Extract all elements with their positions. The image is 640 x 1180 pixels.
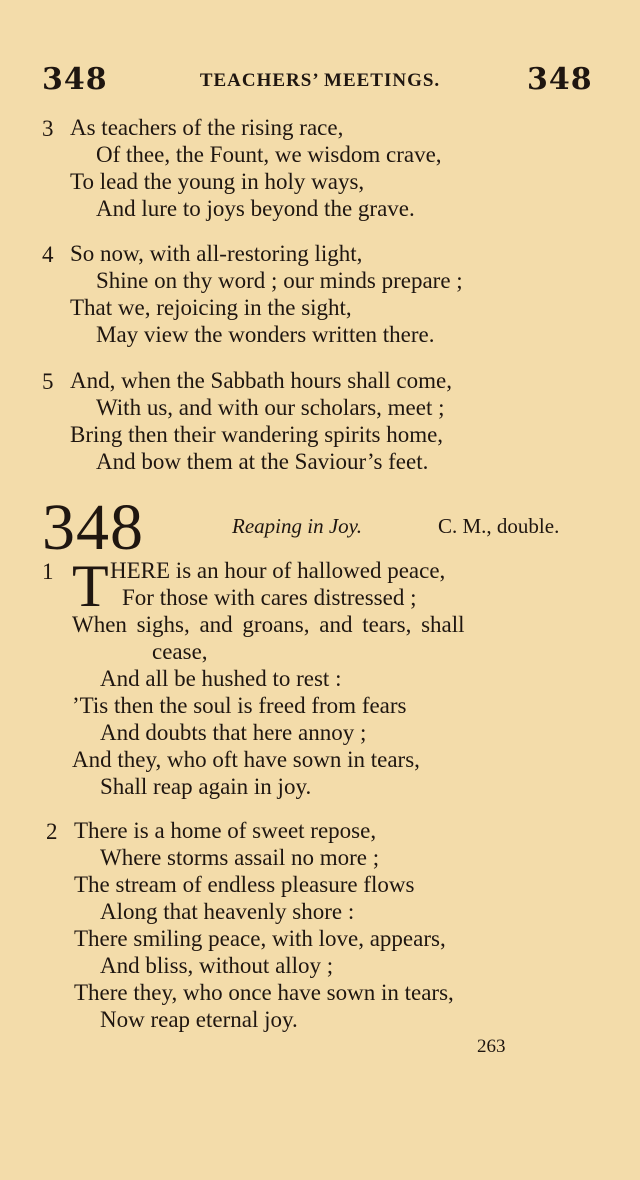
verse-line: When sighs, and groans, and tears, shall xyxy=(72,612,465,637)
verse-number: 4 xyxy=(42,242,54,267)
verse-line: With us, and with our scholars, meet ; xyxy=(96,395,445,420)
hymn-title: Reaping in Joy. xyxy=(232,514,363,538)
verse-line: And bliss, without alloy ; xyxy=(100,953,334,978)
verse-line: And all be hushed to rest : xyxy=(100,666,342,691)
verse-line: Shine on thy word ; our minds prepare ; xyxy=(96,268,463,293)
verse-line: There they, who once have sown in tears, xyxy=(74,980,454,1005)
verse-line: There smiling peace, with love, appears, xyxy=(74,926,446,951)
verse-line: And they, who oft have sown in tears, xyxy=(72,747,420,772)
verse-line: Bring then their wandering spirits home, xyxy=(70,422,444,447)
verse-line: Now reap eternal joy. xyxy=(100,1007,298,1032)
drop-cap: T xyxy=(72,553,109,619)
hymn-number: 348 xyxy=(42,491,144,564)
header-title: TEACHERS’ MEETINGS. xyxy=(199,70,441,91)
verse-line: Where storms assail no more ; xyxy=(100,845,380,870)
verse-line: There is a home of sweet repose, xyxy=(74,818,377,843)
hymn-meter: C. M., double. xyxy=(438,514,560,538)
header-right-number: 348 xyxy=(527,62,593,97)
verse-number: 5 xyxy=(42,369,54,394)
verse-line: So now, with all-restoring light, xyxy=(70,241,363,266)
verse-line: For those with cares distressed ; xyxy=(122,585,417,610)
page-number: 263 xyxy=(477,1036,506,1057)
verse-line: The stream of endless pleasure flows xyxy=(74,872,415,897)
verse-line: And, when the Sabbath hours shall come, xyxy=(70,368,452,393)
verse-line: ’Tis then the soul is freed from fears xyxy=(72,693,407,718)
verse-line: And bow them at the Saviour’s feet. xyxy=(96,449,429,474)
verse-line: To lead the young in holy ways, xyxy=(70,169,365,194)
verse-line: And doubts that here annoy ; xyxy=(100,720,367,745)
verse-line: HERE is an hour of hallowed peace, xyxy=(110,558,446,583)
verse-line: And lure to joys beyond the grave. xyxy=(96,196,415,221)
verse-line: May view the wonders written there. xyxy=(96,322,435,347)
verse-line: cease, xyxy=(152,639,208,664)
verse-number: 3 xyxy=(42,116,54,141)
verse-line: Of thee, the Fount, we wisdom crave, xyxy=(96,142,442,167)
verse-line: As teachers of the rising race, xyxy=(70,115,344,140)
verse-number: 2 xyxy=(46,819,58,844)
verse-number: 1 xyxy=(42,559,54,584)
header-left-number: 348 xyxy=(42,62,108,97)
verse-line: Along that heavenly shore : xyxy=(100,899,355,924)
verse-line: That we, rejoicing in the sight, xyxy=(70,295,352,320)
verse-line: Shall reap again in joy. xyxy=(100,774,312,799)
